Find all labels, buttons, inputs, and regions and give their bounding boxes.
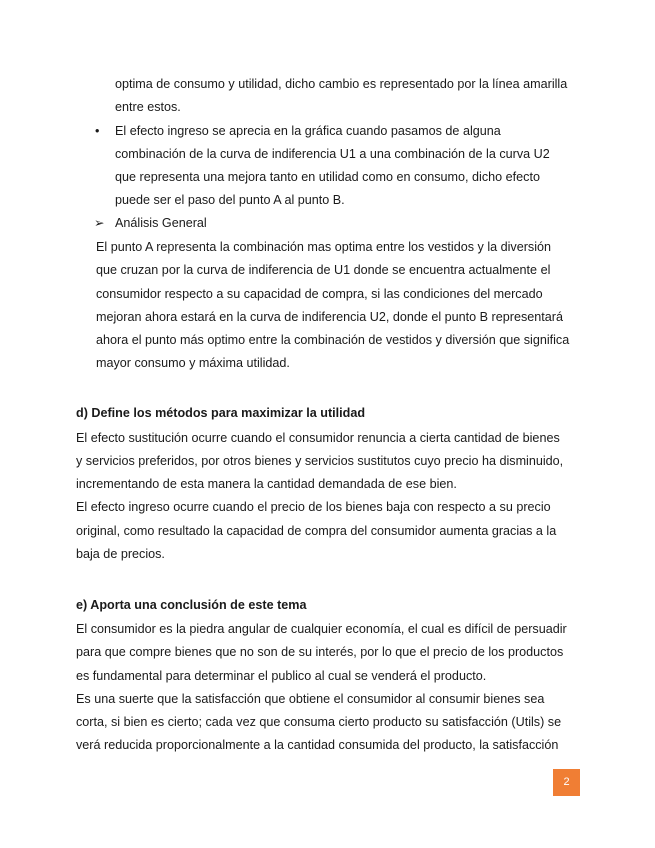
income-bullet-line-4: puede ser el paso del punto A al punto B.: [115, 193, 345, 207]
analysis-heading: Análisis General: [115, 216, 207, 230]
section-e-line-5: corta, si bien es cierto; cada vez que consuma cierto producto su satisfacción (Utils) se: [76, 715, 562, 729]
section-e-line-2: para que compre bienes que no son de su interés, por lo que el precio de los productos: [76, 645, 564, 659]
analysis-line-4: mejoran ahora estará en la curva de indiferencia U2, donde el punto B representará: [96, 310, 563, 324]
bullet-icon: •: [95, 124, 100, 138]
section-d-heading: d) Define los métodos para maximizar la utilidad: [76, 406, 366, 420]
income-bullet-line-1: El efecto ingreso se aprecia en la gráfica cuando pasamos de alguna: [115, 124, 501, 138]
section-e-line-4: Es una suerte que la satisfacción que obtiene el consumidor al consumir bienes sea: [76, 692, 545, 706]
section-e-line-1: El consumidor es la piedra angular de cualquier economía, el cual es difícil de persuadir: [76, 622, 567, 636]
section-e-line-6: verá reducida proporcionalmente a la cantidad consumida del producto, la satisfacción: [76, 738, 559, 752]
arrow-bullet-icon: ➢: [94, 216, 105, 230]
page-number-badge: 2: [553, 769, 580, 796]
income-bullet-line-3: que representa una mejora tanto en utilidad como en consumo, dicho efecto: [115, 170, 540, 184]
section-d-line-2: y servicios preferidos, por otros bienes y servicios sustitutos cuyo precio ha disminuido,: [76, 454, 564, 468]
section-d-line-1: El efecto sustitución ocurre cuando el consumidor renuncia a cierta cantidad de bienes: [76, 431, 560, 445]
analysis-line-2: que cruzan por la curva de indiferencia de U1 donde se encuentra actualmente el: [96, 263, 551, 277]
continuation-line-1: optima de consumo y utilidad, dicho cambio es representado por la línea amarilla: [115, 77, 568, 91]
section-e-heading: e) Aporta una conclusión de este tema: [76, 598, 307, 612]
analysis-line-1: El punto A representa la combinación mas optima entre los vestidos y la diversión: [96, 240, 552, 254]
income-bullet-line-2: combinación de la curva de indiferencia U1 a una combinación de la curva U2: [115, 147, 550, 161]
section-d-line-4: El efecto ingreso ocurre cuando el precio de los bienes baja con respecto a su precio: [76, 500, 551, 514]
analysis-line-5: ahora el punto más optimo entre la combinación de vestidos y diversión que significa: [96, 333, 570, 347]
section-e-line-3: es fundamental para determinar el publico al cual se venderá el producto.: [76, 669, 487, 683]
analysis-line-3: consumidor respecto a su capacidad de compra, si las condiciones del mercado: [96, 287, 543, 301]
section-d-line-5: original, como resultado la capacidad de compra del consumidor aumenta gracias a la: [76, 524, 557, 538]
section-d-line-3: incrementando de esta manera la cantidad demandada de ese bien.: [76, 477, 457, 491]
continuation-line-2: entre estos.: [115, 100, 181, 114]
analysis-line-6: mayor consumo y máxima utilidad.: [96, 356, 290, 370]
section-d-line-6: baja de precios.: [76, 547, 165, 561]
